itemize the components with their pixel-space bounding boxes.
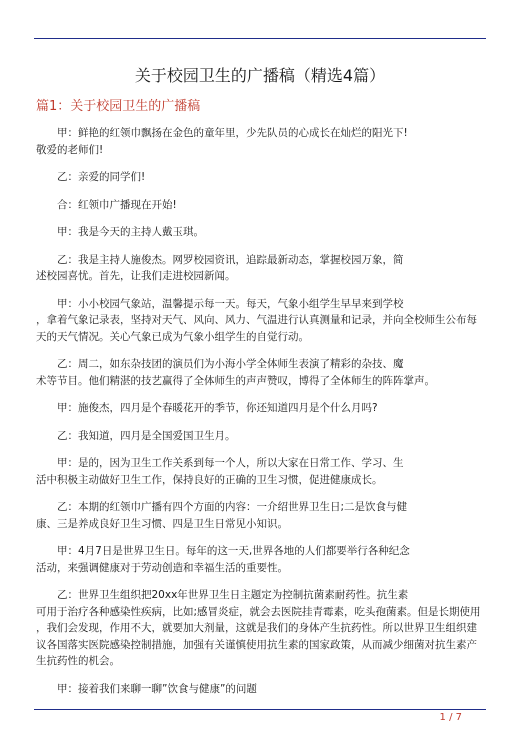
- paragraph-line: 可用于治疗各种感染性疾病，比如;感冒炎症，就会去医院挂青霉素，吃头孢菌素。但是长期使用: [36, 605, 481, 618]
- body-paragraph: [36, 455, 486, 488]
- paragraph-line: 敬爱的老师们!: [36, 143, 104, 156]
- body-paragraph: [36, 681, 486, 698]
- section-heading: 篇1：关于校园卫生的广播稿: [36, 99, 201, 114]
- paragraph-line: 活中积极主动做好卫生工作，保持良好的正确的卫生习惯，促进健康成长。: [36, 473, 383, 486]
- paragraph-line: 乙：亲爱的同学们!: [57, 171, 146, 183]
- body-paragraph: [36, 428, 486, 445]
- paragraph-line: 甲：鲜艳的红领巾飘扬在金色的童年里，少先队员的心成长在灿烂的阳光下!: [57, 127, 408, 139]
- paragraph-line: 议各国落实医院感染控制措施，加强有关谨慎使用抗生素的国家政策，从而减少细菌对抗生素产: [36, 638, 477, 651]
- body-paragraph: [36, 125, 486, 158]
- paragraph-line: ，我们会发现，作用不大，就要加大剂量，这就是我们的身体产生抗药性。所以世界卫生组织建: [36, 622, 477, 634]
- paragraph-line: 乙：本期的红领巾广播有四个方面的内容：一介绍世界卫生日;二是饮食与健: [57, 501, 408, 513]
- paragraph-line: 术等节目。他们精湛的技艺赢得了全体师生的声声赞叹，博得了全体师生的阵阵掌声。: [36, 374, 435, 387]
- paragraph-line: ，拿着气象记录表，坚持对天气、风向、风力、气温进行认真测量和记录，并向全校师生公布每: [36, 314, 477, 326]
- paragraph-line: 乙：我是主持人施俊杰。网罗校园资讯，追踪最新动态，掌握校园万象，简: [57, 253, 404, 266]
- paragraph-line: 康、三是养成良好卫生习惯、四是卫生日常见小知识。: [36, 517, 288, 530]
- body-paragraph: [36, 587, 486, 670]
- body-paragraph: [36, 169, 486, 186]
- body-paragraph: [36, 252, 486, 285]
- body-paragraph: [36, 499, 486, 532]
- paragraph-line: 甲：4月7日是世界卫生日。每年的这一天,世界各地的人们都要举行各种纪念: [57, 545, 410, 557]
- document-body: [36, 125, 486, 708]
- paragraph-line: 甲：我是今天的主持人戴玉琪。: [57, 226, 204, 238]
- footer-rule: [34, 709, 486, 710]
- paragraph-line: 甲：接着我们来聊一聊”饮食与健康”的问题: [57, 682, 257, 695]
- paragraph-line: 天的天气情况。关心气象已成为气象小组学生的自觉行动。: [36, 330, 309, 343]
- body-paragraph: [36, 197, 486, 214]
- paragraph-line: 合：红领巾广播现在开始!: [57, 198, 177, 211]
- paragraph-line: 甲：施俊杰，四月是个春暖花开的季节，你还知道四月是个什么月吗?: [57, 402, 378, 414]
- body-paragraph: [36, 543, 486, 576]
- page-number: 1 / 7: [439, 712, 462, 723]
- body-paragraph: [36, 356, 486, 389]
- header-rule: [34, 38, 486, 39]
- body-paragraph: [36, 400, 486, 417]
- paragraph-line: 甲：小小校园气象站，温馨提示每一天。每天，气象小组学生早早来到学校: [57, 297, 404, 310]
- body-paragraph: [36, 296, 486, 346]
- paragraph-line: 乙：世界卫生组织把20xx年世界卫生日主题定为控制抗菌素耐药性。抗生素: [57, 589, 409, 601]
- paragraph-line: 活动，来强调健康对于劳动创造和幸福生活的重要性。: [36, 561, 288, 574]
- body-paragraph: [36, 224, 486, 241]
- paragraph-line: 甲：是的，因为卫生工作关系到每一个人，所以大家在日常工作、学习、生: [57, 457, 404, 469]
- paragraph-line: 生抗药性的机会。: [36, 655, 120, 667]
- paragraph-line: 乙：我知道，四月是全国爱国卫生月。: [57, 429, 236, 442]
- document-title: 关于校园卫生的广播稿（精选4篇）: [134, 66, 386, 85]
- paragraph-line: 述校园喜忧。首先，让我们走进校园新闻。: [36, 270, 236, 282]
- paragraph-line: 乙：周二，如东杂技团的演员们为小海小学全体师生表演了精彩的杂技、魔: [57, 358, 404, 370]
